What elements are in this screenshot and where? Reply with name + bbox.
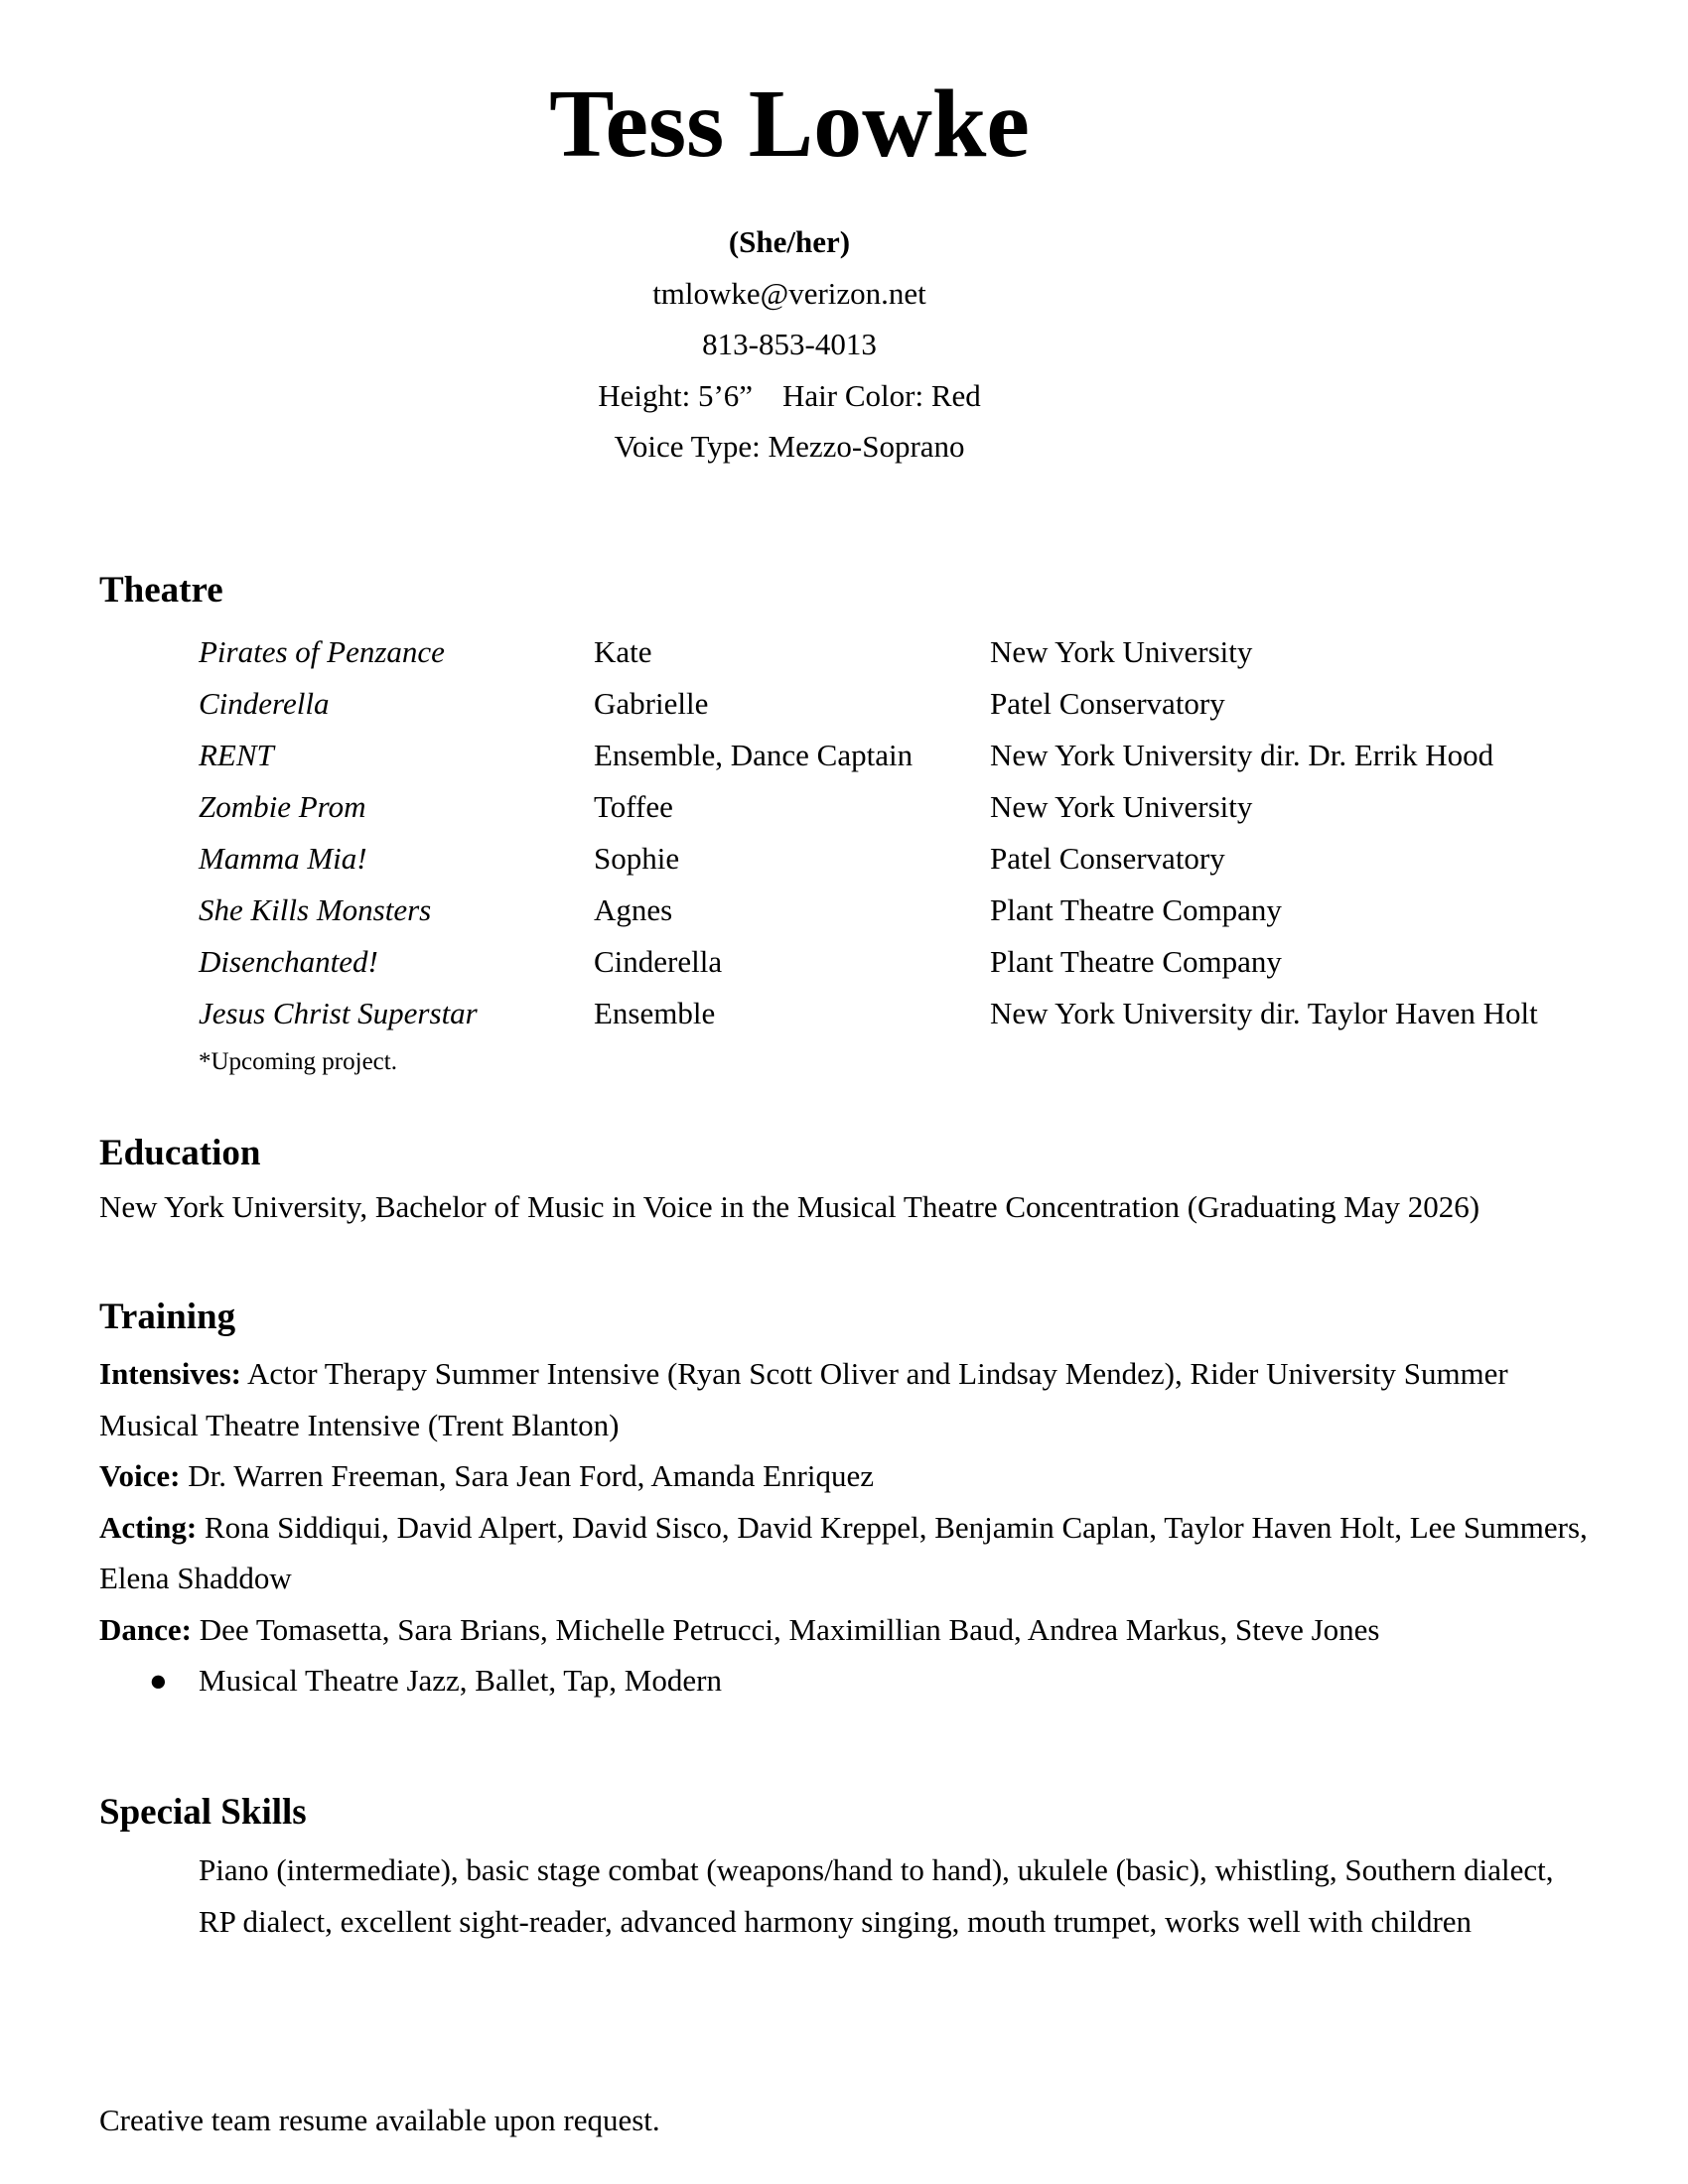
acting-text: Rona Siddiqui, David Alpert, David Sisco, David Kreppel, Benjamin Caplan, Taylor Haven Holt, Lee Summers, Elena Shaddow [99,1509,1588,1595]
credit-show: Mamma Mia! [199,841,367,876]
special-skills-text: Piano (intermediate), basic stage combat (weapons/hand to hand), ukulele (basic), whistling, Southern dialect, RP dialect, excellent sight-reader, advanced harmony singing, mouth trumpet, works well with children [199,1852,1554,1939]
voice-type: Voice Type: Mezzo-Soprano [614,429,965,464]
closing-note: Creative team resume available upon request. [99,2103,660,2137]
height: Height: 5’6” [598,377,754,413]
credit-company: New York University [990,634,1253,669]
contact-block [0,216,1579,473]
theatre-footnote: *Upcoming project. [199,1048,397,1075]
credit-company: Patel Conservatory [990,686,1225,721]
voice-text: Dr. Warren Freeman, Sara Jean Ford, Amanda Enriquez [180,1458,875,1493]
credit-show: Zombie Prom [199,789,366,824]
credit-company: New York University [990,789,1253,824]
credit-role: Sophie [594,841,680,876]
performer-name: Tess Lowke [549,70,1030,178]
credit-show: She Kills Monsters [199,892,432,927]
credit-role: Agnes [594,892,673,927]
credit-company: Plant Theatre Company [990,892,1282,927]
training-block [99,1348,1589,1706]
special-skills-heading: Special Skills [99,1792,307,1833]
credit-show: Cinderella [199,686,330,721]
theatre-heading: Theatre [99,570,223,611]
voice-label: Voice: [99,1458,181,1493]
intensives-label: Intensives: [99,1356,241,1391]
dance-styles-item [99,1655,1589,1706]
credit-role: Kate [594,634,652,669]
email: tmlowke@verizon.net [652,275,926,311]
credit-show: Pirates of Penzance [199,634,445,669]
credit-show: RENT [199,738,274,772]
training-dance [99,1604,1589,1656]
acting-label: Acting: [99,1509,198,1545]
credit-role: Toffee [594,789,673,824]
credit-company: Plant Theatre Company [990,944,1282,979]
dance-styles-text: Musical Theatre Jazz, Ballet, Tap, Modern [199,1663,722,1698]
credit-role: Cinderella [594,944,723,979]
dance-label: Dance: [99,1611,192,1647]
bullet-icon: ● [149,1663,168,1698]
intensives-text: Actor Therapy Summer Intensive (Ryan Scott Oliver and Lindsay Mendez), Rider University Summer Musical Theatre Intensive (Trent Blanton) [99,1356,1508,1442]
credit-company: Patel Conservatory [990,841,1225,876]
pronouns: (She/her) [728,224,851,259]
credit-role: Gabrielle [594,686,709,721]
education-entry: New York University, Bachelor of Music in Voice in the Musical Theatre Concentration (Graduating May 2026) [99,1189,1480,1224]
training-heading: Training [99,1297,236,1337]
credit-show: Disenchanted! [199,944,378,979]
credit-company: New York University dir. Dr. Errik Hood [990,738,1494,772]
hair-color: Hair Color: Red [782,377,981,413]
training-intensives [99,1348,1589,1450]
credit-role: Ensemble [594,996,716,1030]
phone: 813-853-4013 [702,327,877,361]
physical-stats [0,370,1579,422]
training-voice [99,1450,1589,1502]
training-acting [99,1502,1589,1604]
credit-role: Ensemble, Dance Captain [594,738,914,772]
dance-text: Dee Tomasetta, Sara Brians, Michelle Petrucci, Maximillian Baud, Andrea Markus, Steve Jones [191,1611,1380,1647]
education-heading: Education [99,1133,261,1173]
credit-company: New York University dir. Taylor Haven Holt [990,996,1538,1030]
credit-show: Jesus Christ Superstar [199,996,478,1030]
